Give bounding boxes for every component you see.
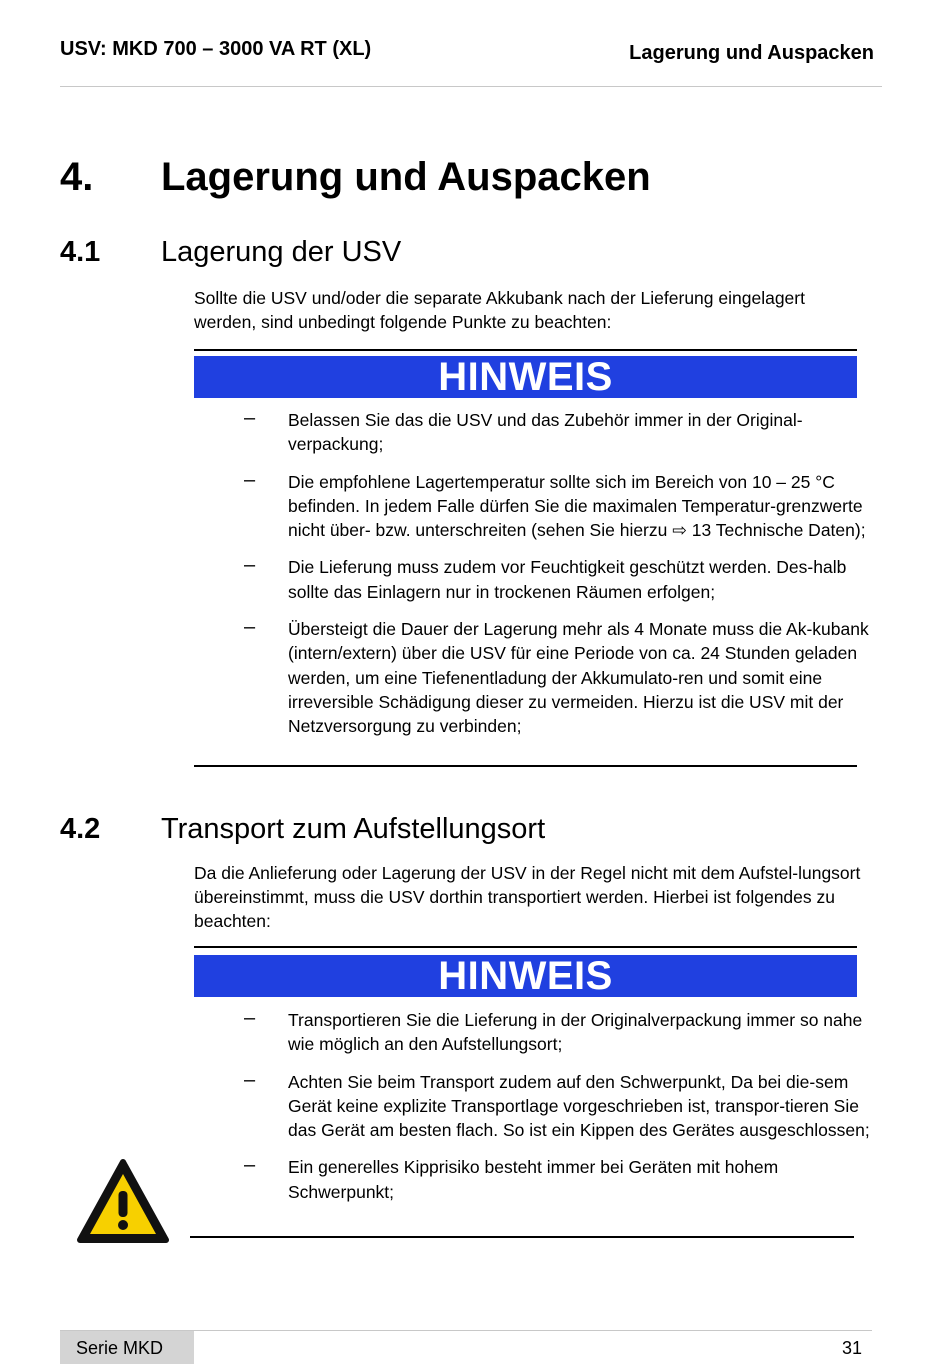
list-dash: – [244,1154,256,1177]
list-dash: – [244,1068,256,1091]
notice-banner-transport: HINWEIS [194,955,857,997]
list-item [244,617,870,738]
notice-list-transport [244,1008,870,1217]
footer-series-label: Serie MKD [60,1331,194,1364]
list-dash: – [244,554,256,577]
list-item [244,1155,870,1204]
notice-top-rule [194,946,857,948]
list-item [244,1008,870,1057]
page-number: 31 [841,1338,862,1358]
list-item [244,408,870,457]
list-dash: – [244,407,256,429]
chapter-number: 4. [60,155,94,199]
list-item-text: Ein generelles Kipprisiko besteht immer bei Geräten mit hohem Schwerpunkt; [288,1157,779,1202]
notice-top-rule [194,349,857,351]
warning-triangle-icon [76,1158,170,1244]
list-item [244,470,870,543]
header-divider [60,86,882,87]
chapter-title: Lagerung und Auspacken [161,155,651,199]
header-document-title: USV: MKD 700 – 3000 VA RT (XL) [60,38,372,60]
section-title: Lagerung der USV [161,236,402,268]
list-item-text: Übersteigt die Dauer der Lagerung mehr als 4 Monate muss die Ak-kubank (intern/extern) über die USV für eine Periode von ca. 24 Stunden geladen werden, um eine Tiefenentladung der Akkumulato-ren und somit eine irreversible Schädigung dieser zu vermeiden. Hierzu ist die USV mit der Netzversorgung zu verbinden; [288,619,869,737]
list-dash: – [244,1007,256,1029]
section-intro-storage: Sollte die USV und/oder die separate Akkubank nach der Lieferung eingelagert werden, sind unbedingt folgende Punkte zu beachten: [194,288,805,332]
section-intro-transport: Da die Anlieferung oder Lagerung der USV in der Regel nicht mit dem Aufstel-lungsort übereinstimmt, muss die USV dorthin transportiert werden. Hierbei ist folgendes zu beachten: [194,863,861,931]
list-item [244,1070,870,1143]
list-dash: – [244,616,256,639]
list-item [244,555,870,604]
section-number: 4.2 [60,813,101,845]
notice-banner-storage: HINWEIS [194,356,857,398]
notice-bottom-rule [194,765,857,767]
list-item-text: Die Lieferung muss zudem vor Feuchtigkeit geschützt werden. Des-halb sollte das Einlagern nur in trockenen Räumen erfolgen; [288,557,847,602]
section-number: 4.1 [60,236,101,268]
notice-list-storage [244,408,870,752]
list-item-text: Achten Sie beim Transport zudem auf den Schwerpunkt, Da bei die-sem Gerät keine explizite Transportlage vorgeschrieben ist, transpor-tieren Sie das Gerät am besten flach. So ist ein Kippen des Gerätes ausgeschlossen; [288,1071,870,1141]
notice-bottom-rule [190,1236,854,1238]
list-item-text: Die empfohlene Lagertemperatur sollte sich im Bereich von 10 – 25 °C befinden. In jedem Falle dürfen Sie die maximalen Temperatur-grenzwerte nicht über- bzw. unterschreiten (sehen Sie hierzu ⇨ 13 Technische Daten); [288,471,866,541]
header-chapter-title: Lagerung und Auspacken [629,42,874,64]
section-title: Transport zum Aufstellungsort [161,813,546,845]
list-dash: – [244,468,256,491]
list-item-text: Transportieren Sie die Lieferung in der Originalverpackung immer so nahe wie möglich an den Aufstellungsort; [288,1010,863,1055]
list-item-text: Belassen Sie das die USV und das Zubehör immer in der Original-verpackung; [288,410,803,455]
